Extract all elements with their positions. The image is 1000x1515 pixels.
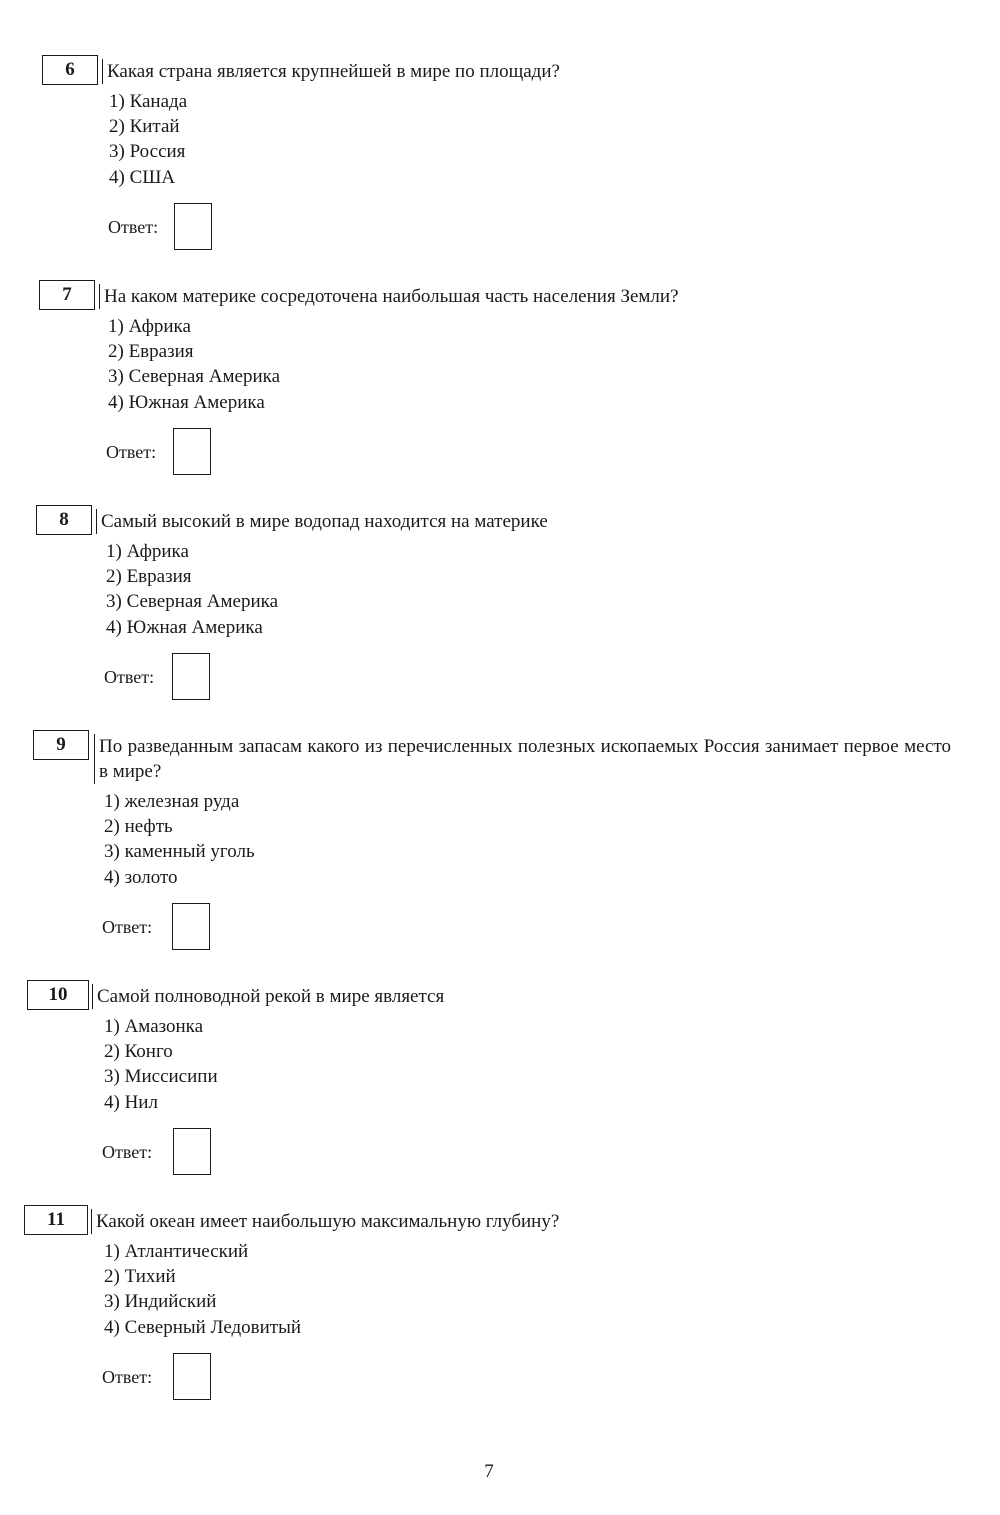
options-list — [104, 789, 255, 890]
question-text: По разведанным запасам какого из перечисленных полезных ископаемых Россия занимает первое место в мире? — [94, 734, 951, 784]
options-list — [104, 1239, 301, 1340]
option: 4) Нил — [104, 1091, 158, 1113]
question-text: На каком материке сосредоточена наибольшая часть населения Земли? — [99, 284, 679, 309]
answer-label: Ответ: — [104, 667, 155, 687]
option: 1) Канада — [109, 91, 188, 112]
answer-label: Ответ: — [106, 442, 157, 462]
option: 4) США — [109, 166, 176, 188]
option: 4) Южная Америка — [108, 391, 265, 413]
question-11 — [0, 1205, 1000, 1405]
answer-box[interactable] — [173, 1353, 211, 1400]
options-list — [106, 539, 278, 640]
answer-box[interactable] — [173, 428, 211, 475]
question-text: Какой океан имеет наибольшую максимальную глубину? — [91, 1209, 559, 1234]
option: 4) Южная Америка — [106, 616, 263, 638]
question-7 — [0, 280, 1000, 480]
option: 4) Северный Ледовитый — [104, 1316, 302, 1338]
option: 3) Северная Америка — [106, 591, 279, 613]
question-number-box: 7 — [39, 280, 95, 310]
question-number-box: 10 — [27, 980, 89, 1010]
question-number-box: 9 — [33, 730, 89, 760]
question-number-box: 11 — [24, 1205, 88, 1235]
question-10 — [0, 980, 1000, 1180]
answer-box[interactable] — [173, 1128, 211, 1175]
question-number-box: 6 — [42, 55, 98, 85]
option: 1) Африка — [106, 541, 189, 562]
question-text: Какая страна является крупнейшей в мире по площади? — [102, 59, 560, 84]
answer-box[interactable] — [172, 903, 210, 950]
options-list — [104, 1014, 218, 1115]
option: 2) Китай — [109, 116, 180, 138]
options-list — [108, 314, 280, 415]
question-9 — [0, 730, 1000, 960]
option: 3) Северная Америка — [108, 366, 281, 388]
option: 1) Африка — [108, 316, 191, 337]
answer-label: Ответ: — [108, 217, 159, 237]
answer-label: Ответ: — [102, 1142, 153, 1162]
question-text: Самой полноводной рекой в мире является — [92, 984, 444, 1009]
option: 2) Конго — [104, 1041, 173, 1063]
page-number: 7 — [484, 1461, 494, 1482]
option: 3) Миссисипи — [104, 1066, 218, 1088]
option: 2) Евразия — [106, 566, 192, 588]
option: 1) Атлантический — [104, 1241, 249, 1262]
question-text: Самый высокий в мире водопад находится на материке — [96, 509, 548, 534]
question-8 — [0, 505, 1000, 705]
option: 1) железная руда — [104, 791, 240, 812]
option: 4) золото — [104, 866, 178, 888]
option: 3) Индийский — [104, 1291, 217, 1313]
option: 3) Россия — [109, 141, 186, 163]
answer-label: Ответ: — [102, 917, 153, 937]
question-6 — [0, 55, 1000, 255]
answer-box[interactable] — [172, 653, 210, 700]
option: 2) Евразия — [108, 341, 194, 363]
answer-box[interactable] — [174, 203, 212, 250]
options-list — [109, 89, 187, 190]
question-number-box: 8 — [36, 505, 92, 535]
option: 1) Амазонка — [104, 1016, 204, 1037]
answer-label: Ответ: — [102, 1367, 153, 1387]
option: 3) каменный уголь — [104, 841, 255, 863]
option: 2) Тихий — [104, 1266, 176, 1288]
option: 2) нефть — [104, 816, 173, 838]
